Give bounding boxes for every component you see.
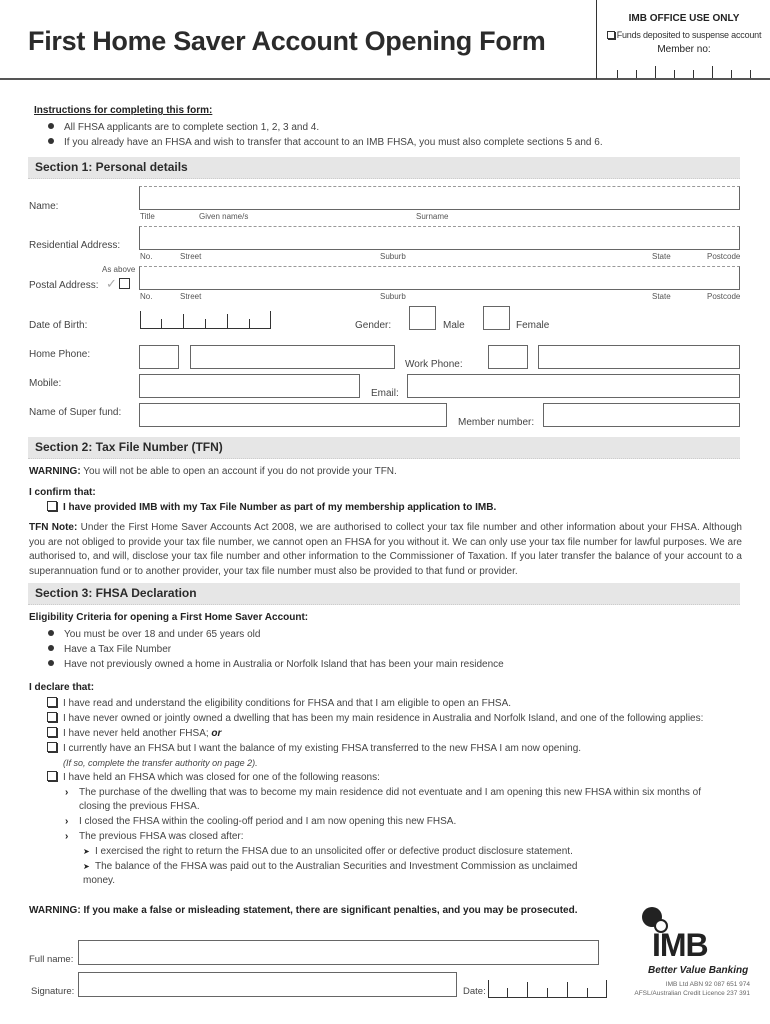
section-3-title: Section 3: FHSA Declaration [35,586,197,600]
arrowhead-icon: ➤ [83,862,90,871]
eligibility-item [48,628,260,643]
page-title: First Home Saver Account Opening Form [28,26,546,56]
eligibility-item [48,658,504,673]
checkbox-icon [47,742,57,752]
street-sublabel: Street [180,252,202,261]
state-sublabel: State [652,252,671,261]
dob-input[interactable] [140,311,271,329]
mobile-input[interactable] [139,374,360,398]
final-warning: WARNING: If you make a false or misleading statement, there are significant penalties, and you may be prosecuted. [29,905,578,916]
reason-text: I closed the FHSA within the cooling-off period and I am now opening this new FHSA. [79,816,457,827]
or-text: or [211,728,222,739]
declare-checkbox-eligibility[interactable] [47,697,511,712]
declare-text: I currently have an FHSA but I want the balance of my existing FHSA transferred to the new FHSA I am now opening. [63,743,582,754]
checkbox-icon [47,712,57,722]
member-no-label: Member no: [657,44,711,55]
street-sublabel: Street [180,292,202,301]
work-phone-label: Work Phone: [405,359,463,370]
residential-address-input[interactable] [139,226,740,250]
signature-input[interactable] [78,972,457,997]
residential-address-label: Residential Address: [29,240,121,251]
transfer-note: (If so, complete the transfer authority on page 2). [63,758,258,768]
home-phone-label: Home Phone: [29,349,91,360]
email-input[interactable] [407,374,740,398]
as-above-label: As above [102,265,136,274]
checkbox-icon [47,697,57,707]
super-fund-label: Name of Super fund: [29,407,122,418]
sub-reason-item [83,860,577,875]
member-number-input[interactable] [543,403,740,427]
sub-reason-item [83,845,573,860]
suburb-sublabel: Suburb [380,252,406,261]
gender-male-checkbox[interactable] [409,306,436,330]
bullet-icon [48,660,54,666]
tfn-note-bold: TFN Note: [29,522,78,533]
instruction-text: All FHSA applicants are to complete section 1, 2, 3 and 4. [64,122,320,133]
reason-text: The purchase of the dwelling that was to become my main residence did not eventuate and I am opening this new FHSA within six months of [79,787,702,798]
section-2-title: Section 2: Tax File Number (TFN) [35,440,223,454]
postcode-sublabel: Postcode [707,292,741,301]
section-1-title: Section 1: Personal details [35,160,188,174]
declare-text: I have held an FHSA which was closed for one of the following reasons: [63,772,380,783]
state-sublabel: State [652,292,671,301]
tfn-note-text: Under the First Home Saver Accounts Act 2008, we are authorised to collect your tax file number and other information about your FHSA. Although you are not obliged to provide your tax file number, we cannot open an FHSA for you without it. We can only use your tax file number for lawful purposes. We are authorised to, and will, disclose your tax file number and other information to the Commissioner of Taxation. If you later transfer the balance of your account to a superannuation fund or to another provider, your tax file number must also be provided to that fund or provider. [29,522,742,577]
as-above-checkbox[interactable] [119,278,130,289]
bullet-icon [48,123,54,129]
eligibility-text: Have a Tax File Number [64,644,172,655]
instruction-item [48,122,319,133]
tfn-note [29,521,742,579]
section-1-header [28,157,740,179]
email-label: Email: [371,388,399,399]
bullet-icon [48,138,54,144]
member-no-field[interactable] [617,66,767,78]
home-phone-area-code-input[interactable] [139,345,179,369]
gender-female-checkbox[interactable] [483,306,510,330]
sub-reason-text: I exercised the right to return the FHSA due to an unsolicited offer or defective product disclosure statement. [95,846,573,857]
eligibility-item [48,643,171,658]
checkbox-icon [47,727,57,737]
sub-reason-text: The balance of the FHSA was paid out to the Australian Securities and Investment Commission as unclaimed [95,861,578,872]
office-use-title: IMB OFFICE USE ONLY [628,13,740,24]
eligibility-text: Have not previously owned a home in Australia or Norfolk Island that has been your main residence [64,659,504,670]
postal-address-input[interactable] [139,266,740,290]
check-mark-icon: ✓ [106,276,117,291]
reason-text: The previous FHSA was closed after: [79,831,244,842]
eligibility-title: Eligibility Criteria for opening a First Home Saver Account: [29,612,309,623]
postcode-sublabel: Postcode [707,252,741,261]
male-label: Male [443,320,465,331]
sub-reason-continued: money. [83,875,116,886]
declare-checkbox-never-owned[interactable] [47,712,703,727]
funds-deposited-label: Funds deposited to suspense account [616,30,762,40]
section-2-header [28,437,740,459]
declare-checkbox-closed[interactable] [47,771,380,786]
logo-wordmark: IMB [652,927,708,963]
declare-text: I have read and understand the eligibility conditions for FHSA and that I am eligible to open an FHSA. [63,698,512,709]
logo-tagline: Better Value Banking [648,965,749,976]
declare-text: I have never owned or jointly owned a dwelling that has been my main residence in Australia and Norfolk Island, and one of the following applies: [63,713,704,724]
member-number-label: Member number: [458,417,535,428]
declare-title: I declare that: [29,682,95,693]
work-phone-input[interactable] [538,345,740,369]
date-label: Date: [463,986,486,997]
reason-item [65,815,456,830]
female-label: Female [516,320,550,331]
reason-item-continued: closing the previous FHSA. [79,801,200,812]
checkbox-icon [47,501,57,511]
licence-text: AFSL/Australian Credit Licence 237 391 [634,990,750,997]
no-sublabel: No. [140,292,153,301]
checkbox-icon [607,31,615,39]
full-name-label: Full name: [29,954,74,965]
title-sublabel: Title [140,212,155,221]
declare-checkbox-transfer[interactable] [47,742,581,757]
declare-text: I have never held another FHSA; [63,728,212,739]
arrowhead-icon: ➤ [83,847,90,856]
reason-item [65,830,244,845]
checkbox-icon [47,771,57,781]
tfn-provided-label: I have provided IMB with my Tax File Number as part of my membership application to IMB. [63,502,497,513]
no-sublabel: No. [140,252,153,261]
mobile-label: Mobile: [29,378,62,389]
name-label: Name: [29,201,59,212]
eligibility-text: You must be over 18 and under 65 years old [64,629,261,640]
instructions-title: Instructions for completing this form: [34,105,213,116]
funds-deposited-checkbox[interactable] [597,30,770,40]
declare-checkbox-never-held[interactable] [47,727,221,742]
signature-label: Signature: [31,986,75,997]
name-input[interactable] [139,186,740,210]
full-name-input[interactable] [78,940,599,965]
chevron-right-icon: › [65,831,69,842]
bullet-icon [48,630,54,636]
chevron-right-icon: › [65,787,69,798]
confirm-title: I confirm that: [29,487,96,498]
office-use-panel [596,0,770,79]
instruction-text: If you already have an FHSA and wish to transfer that account to an IMB FHSA, you must also complete sections 5 and 6. [64,137,603,148]
chevron-right-icon: › [65,816,69,827]
instruction-item [48,137,603,148]
postal-address-label: Postal Address: [29,280,99,291]
section-3-header [28,583,740,605]
tfn-provided-checkbox[interactable] [47,501,496,516]
date-input[interactable] [488,980,607,998]
bullet-icon [48,645,54,651]
imb-logo [634,905,760,1015]
surname-sublabel: Surname [416,212,449,221]
work-phone-area-code-input[interactable] [488,345,528,369]
warning-text: You will not be able to open an account if you do not provide your TFN. [80,466,397,477]
home-phone-input[interactable] [190,345,395,369]
reason-item [65,786,701,801]
super-fund-input[interactable] [139,403,447,427]
abn-text: IMB Ltd ABN 92 087 651 974 [665,981,750,988]
warning-bold-label: WARNING: [29,466,81,477]
tfn-warning [29,465,397,480]
dob-label: Date of Birth: [29,320,88,331]
suburb-sublabel: Suburb [380,292,406,301]
gender-label: Gender: [355,320,392,331]
given-name-sublabel: Given name/s [199,212,249,221]
